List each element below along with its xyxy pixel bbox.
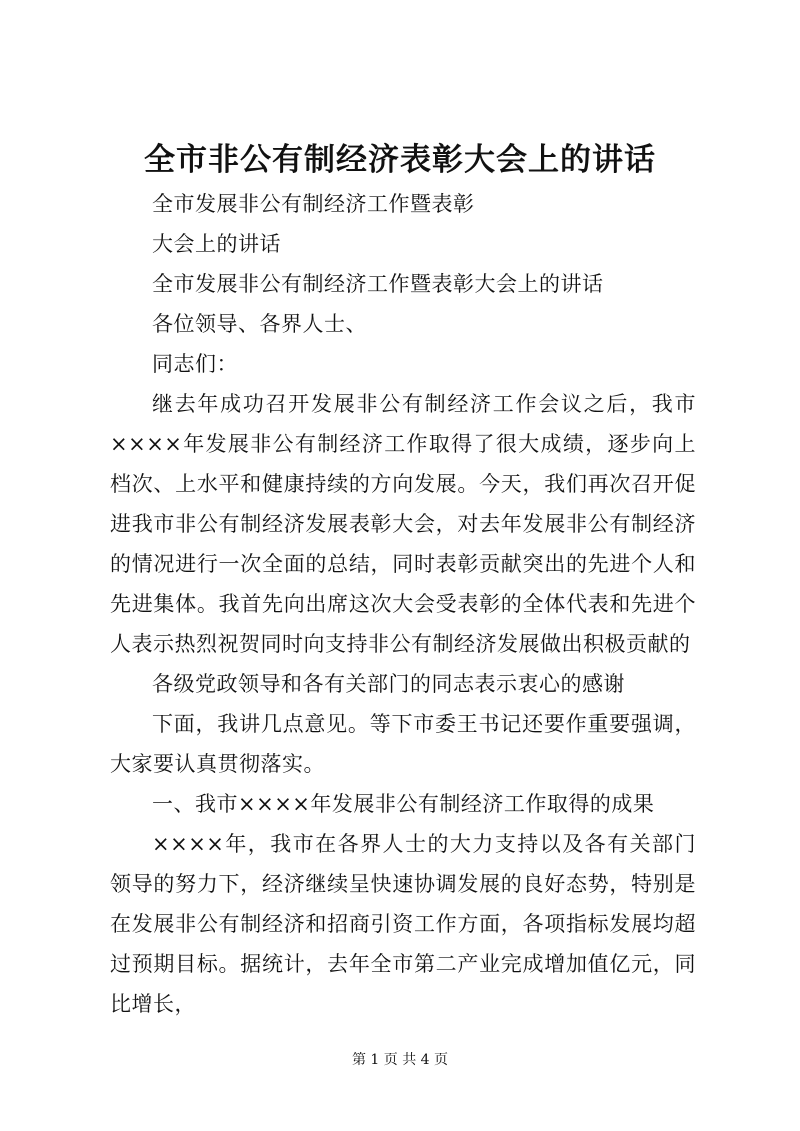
- paragraph-6: 继去年成功召开发展非公有制经济工作会议之后，我市××××年发展非公有制经济工作取得了很大成绩，逐步向上档次、上水平和健康持续的方向发展。今天，我们再次召开促进我市非公有制经济发展表彰大会，对去年发展非公有制经济的情况进行一次全面的总结，同时表彰贡献突出的先进个人和先进集体。我首先向出席这次大会受表彰的全体代表和先进个人表示热烈祝贺同时向支持非公有制经济发展做出积极贡献的: [110, 392, 696, 656]
- paragraph-7: 各级党政领导和各有关部门的同志表示衷心的感谢: [152, 672, 625, 696]
- page-footer: 第 1 页 共 4 页: [351, 1052, 449, 1068]
- paragraph-4: 各位领导、各界人士、: [152, 312, 367, 336]
- document-body: [110, 184, 696, 1024]
- paragraph-2: 大会上的讲话: [152, 232, 281, 256]
- document-title: 全市非公有制经济表彰大会上的讲话: [144, 142, 656, 178]
- paragraph-1: 全市发展非公有制经济工作暨表彰: [152, 192, 475, 216]
- paragraph-9: 一、我市××××年发展非公有制经济工作取得的成果: [152, 792, 655, 816]
- paragraph-3: 全市发展非公有制经济工作暨表彰大会上的讲话: [152, 272, 604, 296]
- paragraph-5: 同志们：: [152, 352, 238, 376]
- paragraph-10: ××××年，我市在各界人士的大力支持以及各有关部门领导的努力下，经济继续呈快速协调发展的良好态势，特别是在发展非公有制经济和招商引资工作方面，各项指标发展均超过预期目标。据统计，去年全市第二产业完成增加值亿元，同比增长，: [110, 832, 696, 1016]
- paragraph-8: 下面，我讲几点意见。等下市委王书记还要作重要强调，大家要认真贯彻落实。: [110, 712, 696, 776]
